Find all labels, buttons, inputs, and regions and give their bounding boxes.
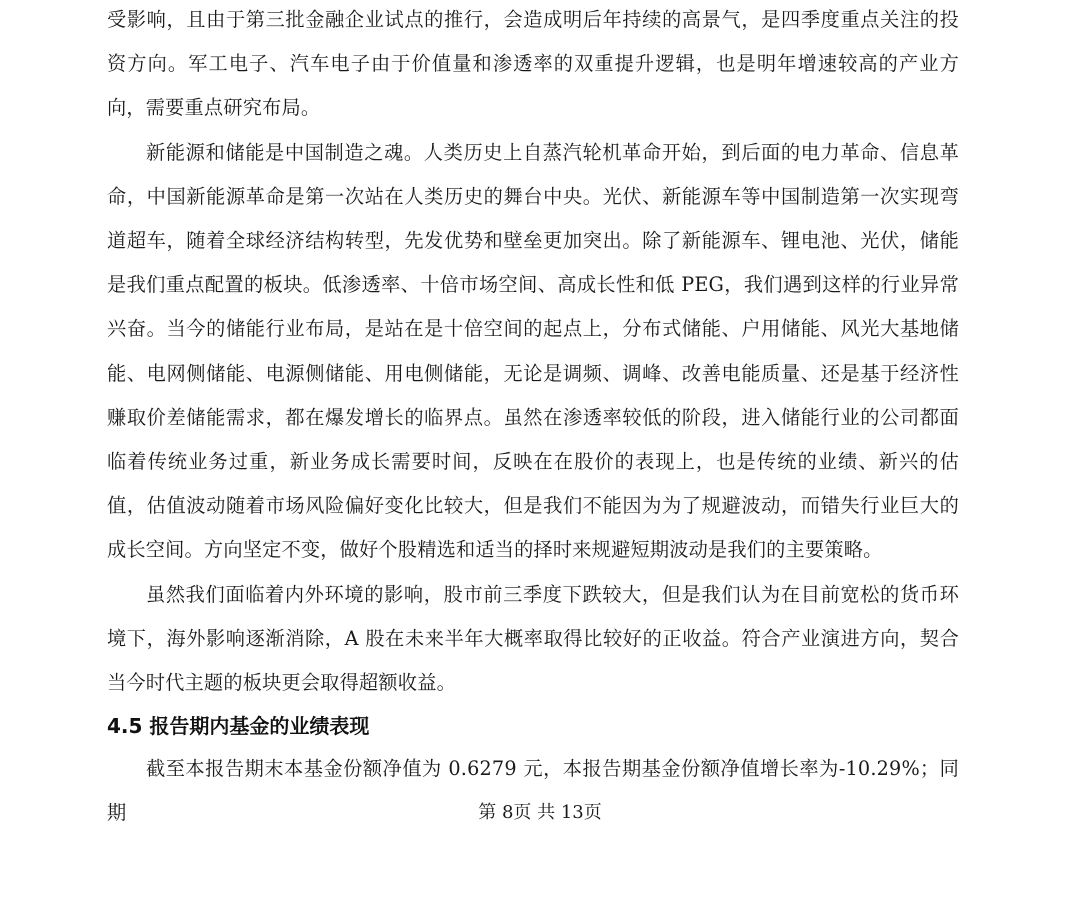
paragraph-new-energy: 新能源和储能是中国制造之魂。人类历史上自蒸汽轮机革命开始，到后面的电力革命、信息革命，中国新能源革命是第一次站在人类历史的舞台中央。光伏、新能源车等中国制造第一次实现弯道超车，随着全球经济结构转型，先发优势和壁垒更加突出。除了新能源车、锂电池、光伏，储能是我们重点配置的板块。低渗透率、十倍市场空间、高成长性和低 PEG，我们遇到这样的行业异常兴奋。当今的储能行业布局，是站在是十倍空间的起点上，分布式储能、户用储能、风光大基地储能、电网侧储能、电源侧储能、用电侧储能，无论是调频、调峰、改善电能质量、还是基于经济性赚取价差储能需求，都在爆发增长的临界点。虽然在渗透率较低的阶段，进入储能行业的公司都面临着传统业务过重，新业务成长需要时间，反映在在股价的表现上，也是传统的业绩、新兴的估值，估值波动随着市场风险偏好变化比较大，但是我们不能因为为了规避波动，而错失行业巨大的成长空间。方向坚定不变，做好个股精选和适当的择时来规避短期波动是我们的主要策略。 xyxy=(107,140,959,562)
page-number-footer: 第 8页 共 13页 xyxy=(478,802,602,823)
paragraph-continued: 受影响，且由于第三批金融企业试点的推行，会造成明后年持续的高景气，是四季度重点关注的投资方向。军工电子、汽车电子由于价值量和渗透率的双重提升逻辑，也是明年增速较高的产业方向，需要重点研究布局。 xyxy=(107,8,959,120)
document-body xyxy=(107,0,959,836)
section-heading: 4.5 报告期内基金的业绩表现 xyxy=(107,714,370,739)
paragraph-market-outlook: 虽然我们面临着内外环境的影响，股市前三季度下跌较大，但是我们认为在目前宽松的货币环境下，海外影响逐渐消除，A 股在未来半年大概率取得比较好的正收益。符合产业演进方向，契合当今时代主题的板块更会取得超额收益。 xyxy=(107,582,959,695)
paragraph-performance: 截至本报告期末本基金份额净值为 0.6279 元，本报告期基金份额净值增长率为-10.29%；同期 xyxy=(107,757,959,825)
